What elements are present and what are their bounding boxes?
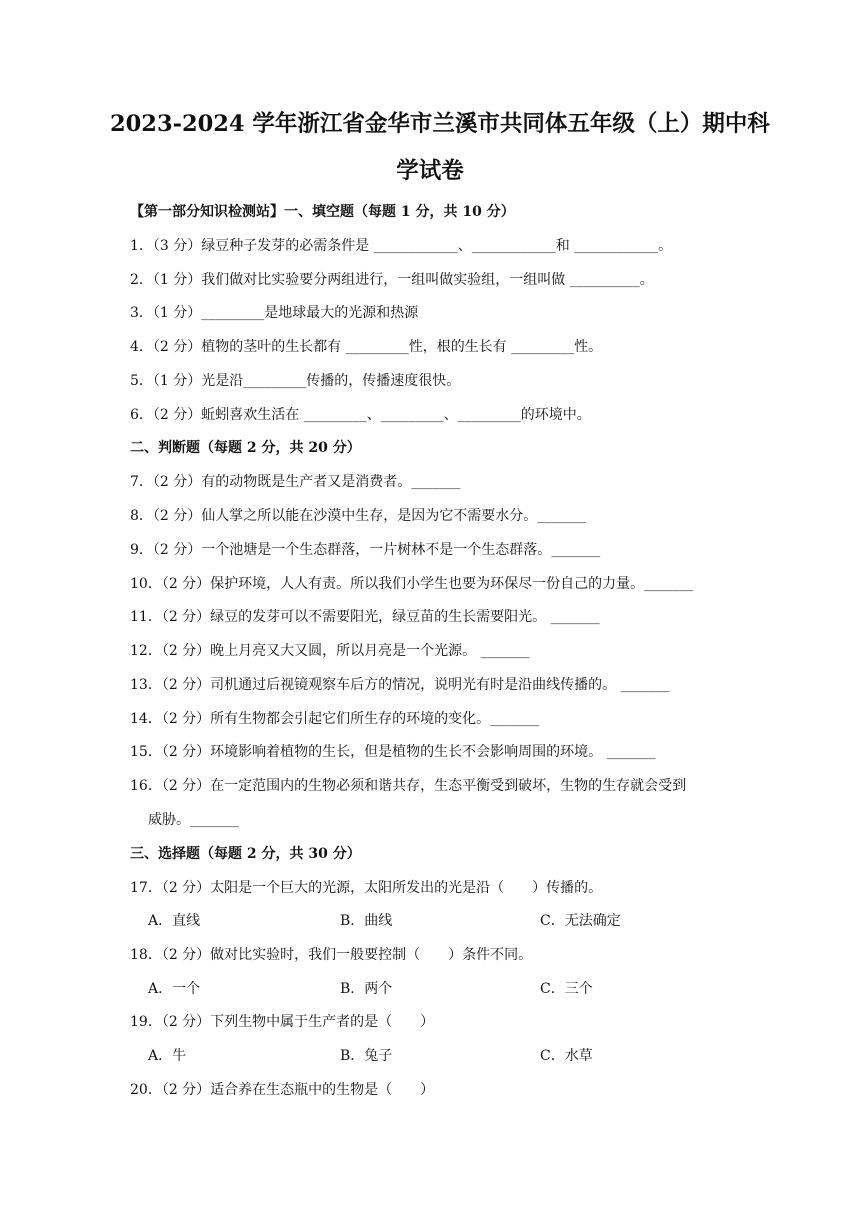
option-b: B．曲线 xyxy=(340,913,393,929)
option-a: A．牛 xyxy=(148,1048,187,1064)
question-9: 9．（2 分）一个池塘是一个生态群落，一片树林不是一个生态群落。_______ xyxy=(130,542,601,558)
question-5: 5．（1 分）光是沿_________传播的，传播速度很快。 xyxy=(130,373,461,389)
question-17-options xyxy=(148,911,748,931)
question-16-line-2: 威胁。_______ xyxy=(148,812,239,828)
question-14: 14．（2 分）所有生物都会引起它们所生存的环境的变化。_______ xyxy=(130,711,540,727)
option-c: C．三个 xyxy=(540,981,593,997)
question-12: 12．（2 分）晚上月亮又大又圆，所以月亮是一个光源。 _______ xyxy=(130,643,530,659)
section-heading-fill-in: 【第一部分知识检测站】一、填空题（每题 1 分，共 10 分） xyxy=(130,204,515,220)
question-6: 6．（2 分）蚯蚓喜欢生活在 _________、_________、_________的环境中。 xyxy=(130,407,591,423)
option-b: B．兔子 xyxy=(340,1048,393,1064)
question-3: 3．（1 分）_________是地球最大的光源和热源 xyxy=(130,305,419,321)
question-19: 19．（2 分）下列生物中属于生产者的是（ ） xyxy=(130,1014,435,1030)
option-c: C．水草 xyxy=(540,1048,593,1064)
section-heading-choice: 三、选择题（每题 2 分，共 30 分） xyxy=(130,846,361,862)
section-heading-judge: 二、判断题（每题 2 分，共 20 分） xyxy=(130,440,361,456)
question-15: 15．（2 分）环境影响着植物的生长，但是植物的生长不会影响周围的环境。 _______ xyxy=(130,744,656,760)
exam-title-line-1: 2023-2024 学年浙江省金华市兰溪市共同体五年级（上）期中科 xyxy=(110,111,770,137)
question-7: 7．（2 分）有的动物既是生产者又是消费者。_______ xyxy=(130,474,461,490)
exam-title-line-2: 学试卷 xyxy=(396,158,464,184)
question-20: 20．（2 分）适合养在生态瓶中的生物是（ ） xyxy=(130,1082,435,1098)
question-8: 8．（2 分）仙人掌之所以能在沙漠中生存，是因为它不需要水分。_______ xyxy=(130,508,587,524)
question-17: 17．（2 分）太阳是一个巨大的光源，太阳所发出的光是沿（ ）传播的。 xyxy=(130,880,603,896)
option-a: A．一个 xyxy=(148,981,201,997)
question-1: 1．（3 分）绿豆种子发芽的必需条件是 ____________、____________和 ____________。 xyxy=(130,238,673,254)
option-b: B．两个 xyxy=(340,981,393,997)
question-4: 4．（2 分）植物的茎叶的生长都有 _________性，根的生长有 _________性。 xyxy=(130,339,603,355)
question-13: 13．（2 分）司机通过后视镜观察车后方的情况，说明光有时是沿曲线传播的。 _______ xyxy=(130,677,670,693)
option-a: A．直线 xyxy=(148,913,201,929)
question-16-line-1: 16．（2 分）在一定范围内的生物必须和谐共存，生态平衡受到破坏，生物的生存就会受到 xyxy=(130,778,687,794)
question-19-options xyxy=(148,1046,748,1066)
question-10: 10．（2 分）保护环境，人人有责。所以我们小学生也要为环保尽一份自己的力量。_______ xyxy=(130,576,694,592)
question-11: 11．（2 分）绿豆的发芽可以不需要阳光，绿豆苗的生长需要阳光。 _______ xyxy=(130,609,600,625)
option-c: C．无法确定 xyxy=(540,913,621,929)
question-2: 2．（1 分）我们做对比实验要分两组进行，一组叫做实验组，一组叫做 __________。 xyxy=(130,272,654,288)
question-18: 18．（2 分）做对比实验时，我们一般要控制（ ）条件不同。 xyxy=(130,947,533,963)
question-18-options xyxy=(148,979,748,999)
